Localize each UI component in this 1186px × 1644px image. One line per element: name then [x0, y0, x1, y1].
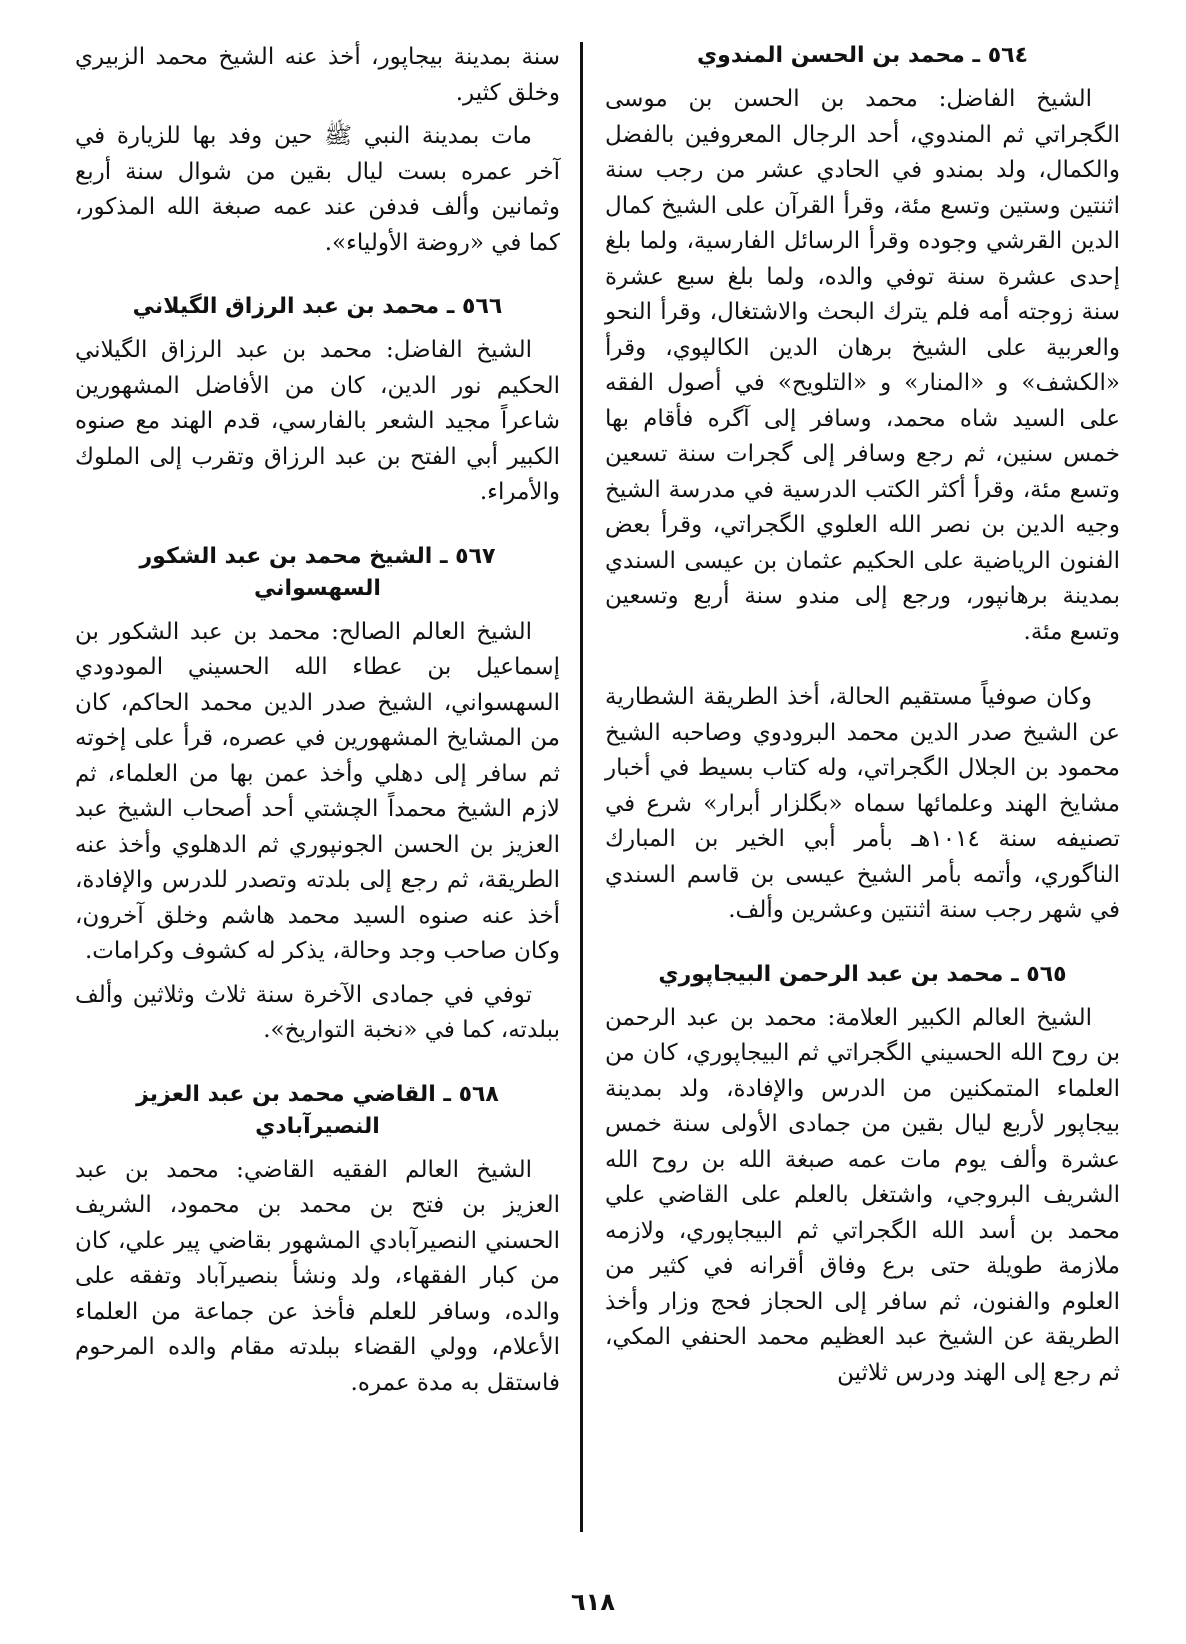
- column-divider: [580, 42, 583, 1532]
- entry-565-paragraph-1: الشيخ العالم الكبير العلامة: محمد بن عبد الرحمن بن روح الله الحسيني الگجراتي ثم البيجاپوري، كان من العلماء المتمكنين من الدرس والإفادة، ولد بمدينة بيجاپور لأربع ليال بقين من جمادى الأولى سنة خمس عشرة وألف يوم مات عمه صبغة الله بن روح الله الشريف البروجي، واشتغل بالعلم على القاضي علي محمد بن أسد الله الگجراتي ثم البيجاپوري، ولازمه ملازمة طويلة حتى برع وفاق أقرانه في كثير من العلوم والفنون، ثم سافر إلى الحجاز فحج وزار وأخذ الطريقة عن الشيخ عبد العظيم محمد الحنفي المكي، ثم رجع إلى الهند ودرس ثلاثين: [605, 1004, 1120, 1386]
- entry-565-continued-paragraph: سنة بمدينة بيجاپور، أخذ عنه الشيخ محمد الزبيري وخلق كثير.: [75, 44, 560, 106]
- entry-566-paragraph-1: الشيخ الفاضل: محمد بن عبد الرزاق الگيلاني الحكيم نور الدين، كان من الأفاضل المشهورين شاعراً مجيد الشعر بالفارسي، قدم الهند مع صنوه الكبير أبي الفتح بن عبد الرزاق وتقرب إلى الملوك والأمراء.: [75, 337, 560, 505]
- entry-heading-566: ٥٦٦ ـ محمد بن عبد الرزاق الگيلاني: [132, 294, 503, 319]
- entry-564-paragraph-1: الشيخ الفاضل: محمد بن الحسن بن موسى الگجراتي ثم المندوي، أحد الرجال المعروفين بالفضل والكمال، ولد بمندو في الحادي عشر من رجب سنة اثنتين وستين وتسع مئة، وقرأ القرآن على الشيخ كمال الدين القرشي وجوده وقرأ الرسائل الفارسية، ولما بلغ إحدى عشرة سنة توفي والده، ولما بلغ سبع عشرة سنة زوجته أمه فلم يترك البحث والاشتغال، وقرأ النحو والعربية على الشيخ برهان الدين الكالپوي، وقرأ «الكشف» و «المنار» و «التلويح» في أصول الفقه على السيد شاه محمد، وسافر إلى آگره فأقام بها خمس سنين، ثم رجع وسافر إلى گجرات سنة تسعين وتسع مئة، وقرأ أكثر الكتب الدرسية في مدرسة الشيخ وجيه الدين بن نصر الله العلوي الگجراتي، وقرأ بعض الفنون الرياضية على الحكيم عثمان بن عيسى السندي بمدينة برهانپور، ورجع إلى مندو سنة أربع وتسعين وتسع مئة.: [605, 86, 1120, 645]
- entry-heading-564: ٥٦٤ ـ محمد بن الحسن المندوي: [696, 43, 1029, 68]
- entry-567-paragraph-1: الشيخ العالم الصالح: محمد بن عبد الشكور بن إسماعيل بن عطاء الله الحسيني المودودي السهسواني، الشيخ صدر الدين محمد الحاكم، كان من المشايخ المشهورين في عصره، قرأ على إخوته ثم سافر إلى دهلي وأخذ عمن بها من العلماء، ثم لازم الشيخ محمداً الچشتي أحد أصحاب الشيخ عبد العزيز بن الحسن الجونپوري ثم الدهلوي وأخذ عنه الطريقة، ثم رجع إلى بلدته وتصدر للدرس والإفادة، أخذ عنه صنوه السيد محمد هاشم وخلق آخرون، وكان صاحب وجد وحالة، يذكر له كشوف وكرامات.: [75, 618, 560, 964]
- entry-568-paragraph-1: الشيخ العالم الفقيه القاضي: محمد بن عبد العزيز بن فتح بن محمد بن محمود، الشريف الحسني النصيرآبادي المشهور بقاضي پير علي، كان من كبار الفقهاء، ولد ونشأ بنصيرآباد وتفقه على والده، وسافر للعلم فأخذ عن جماعة من العلماء الأعلام، وولي القضاء ببلدته مقام والده المرحوم فاستقل به مدة عمره.: [75, 1156, 560, 1396]
- entry-heading-568: ٥٦٨ ـ القاضي محمد بن عبد العزيز النصيرآبادي: [136, 1081, 499, 1139]
- right-column: [605, 40, 1120, 1399]
- page-number: ٦١٨: [571, 1588, 615, 1616]
- entry-heading-567: ٥٦٧ ـ الشيخ محمد بن عبد الشكور السهسواني: [139, 543, 496, 601]
- entry-565-death-paragraph: مات بمدينة النبي ﷺ حين وفد بها للزيارة في آخر عمره بست ليال بقين من شوال سنة أربع وثمانين وألف فدفن عند عمه صبغة الله المذكور، كما في «روضة الأولياء».: [75, 123, 560, 256]
- left-column: [75, 40, 560, 1409]
- entry-heading-565: ٥٦٥ ـ محمد بن عبد الرحمن البيجاپوري: [658, 961, 1067, 987]
- entry-564-paragraph-2: وكان صوفياً مستقيم الحالة، أخذ الطريقة الشطارية عن الشيخ صدر الدين محمد البرودوي وصاحبه الشيخ محمود بن الجلال الگجراتي، وله كتاب بسيط في أخبار مشايخ الهند وعلمائها سماه «بگلزار أبرار» شرع في تصنيفه سنة ١٠١٤هـ بأمر أبي الخير بن المبارك الناگوري، وأتمه بأمر الشيخ عيسى بن قاسم السندي في شهر رجب سنة اثنتين وعشرين وألف.: [605, 684, 1121, 923]
- entry-567-paragraph-2: توفي في جمادى الآخرة سنة ثلاث وثلاثين وألف ببلدته، كما في «نخبة التواريخ».: [75, 981, 560, 1043]
